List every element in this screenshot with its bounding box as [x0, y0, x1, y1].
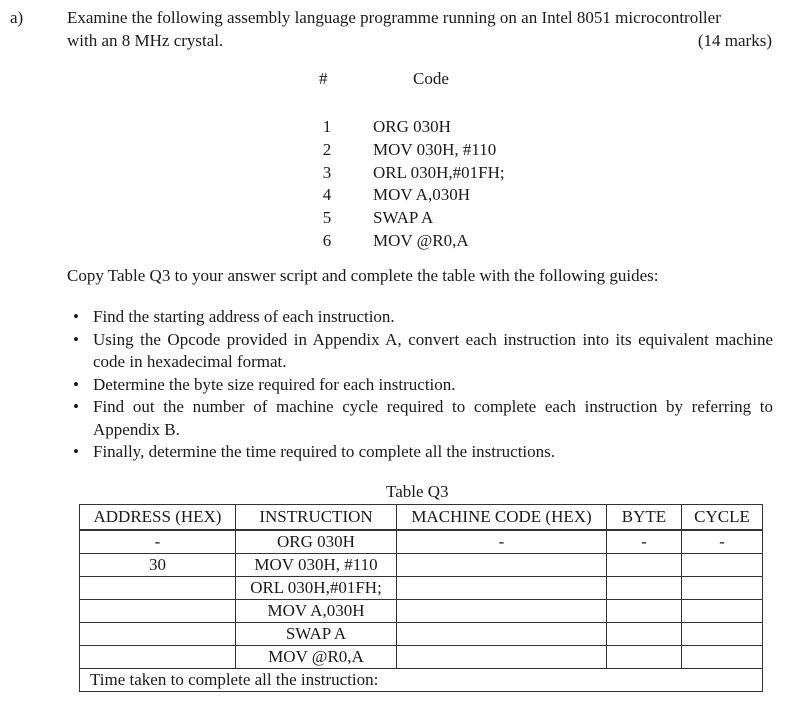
cell-address [80, 623, 236, 646]
table-footer-row [80, 669, 763, 692]
question-label: a) [10, 8, 24, 27]
cell-machine-code: - [397, 530, 607, 554]
cell-byte [607, 600, 682, 623]
question-text-line2: with an 8 MHz crystal. [67, 31, 224, 50]
code-line-number: 6 [322, 231, 332, 250]
table-caption: Table Q3 [386, 482, 449, 501]
table-row [80, 623, 763, 646]
cell-cycle [682, 646, 763, 669]
cell-cycle: - [682, 530, 763, 554]
code-line-number: 4 [322, 185, 332, 204]
cell-byte [607, 577, 682, 600]
guide-item: • Find the starting address of each instruction. [73, 306, 773, 329]
code-line-number: 2 [322, 140, 332, 159]
cell-instruction: MOV 030H, #110 [236, 554, 397, 577]
cell-cycle [682, 600, 763, 623]
table-row [80, 646, 763, 669]
cell-cycle [682, 554, 763, 577]
table-row [80, 530, 763, 554]
code-line-instruction: ORG 030H [373, 117, 451, 136]
code-line-number: 3 [322, 163, 332, 182]
header-machine-code: MACHINE CODE (HEX) [397, 505, 607, 531]
question-marks: (14 marks) [697, 31, 772, 50]
code-line-number: 5 [322, 208, 332, 227]
code-line-instruction: MOV 030H, #110 [373, 140, 497, 159]
code-line-number: 1 [322, 117, 332, 136]
time-taken-label: Time taken to complete all the instruction: [80, 669, 763, 692]
cell-instruction: ORL 030H,#01FH; [236, 577, 397, 600]
header-instruction: INSTRUCTION [236, 505, 397, 531]
cell-machine-code [397, 623, 607, 646]
header-address: ADDRESS (HEX) [80, 505, 236, 531]
code-line-instruction: MOV @R0,A [373, 231, 469, 250]
cell-cycle [682, 577, 763, 600]
cell-cycle [682, 623, 763, 646]
cell-byte [607, 554, 682, 577]
table-header-row [80, 505, 763, 531]
code-line-instruction: MOV A,030H [373, 185, 470, 204]
cell-address [80, 600, 236, 623]
cell-address [80, 646, 236, 669]
instructions-intro: Copy Table Q3 to your answer script and complete the table with the following guides: [67, 266, 659, 285]
guide-item: • Using the Opcode provided in Appendix A, convert each instruction into its equivalent machine code in hexadecimal format. [73, 329, 773, 374]
code-line-instruction: SWAP A [373, 208, 434, 227]
cell-instruction: MOV @R0,A [236, 646, 397, 669]
cell-byte: - [607, 530, 682, 554]
code-header-number: # [319, 69, 328, 88]
guide-item: • Find out the number of machine cycle required to complete each instruction by referring to Appendix B. [73, 396, 773, 441]
table-row [80, 554, 763, 577]
question-text-line1: Examine the following assembly language programme running on an Intel 8051 microcontroller [67, 8, 721, 27]
table-row [80, 600, 763, 623]
table-row [80, 577, 763, 600]
cell-byte [607, 646, 682, 669]
cell-address [80, 577, 236, 600]
cell-instruction: ORG 030H [236, 530, 397, 554]
table-q3 [79, 504, 763, 692]
header-byte: BYTE [607, 505, 682, 531]
code-line-instruction: ORL 030H,#01FH; [373, 163, 505, 182]
cell-instruction: MOV A,030H [236, 600, 397, 623]
cell-address: - [80, 530, 236, 554]
guide-item: • Determine the byte size required for each instruction. [73, 374, 773, 397]
cell-machine-code [397, 646, 607, 669]
guide-list [73, 306, 773, 464]
cell-address: 30 [80, 554, 236, 577]
cell-instruction: SWAP A [236, 623, 397, 646]
cell-byte [607, 623, 682, 646]
cell-machine-code [397, 554, 607, 577]
guide-item: • Finally, determine the time required to complete all the instructions. [73, 441, 773, 464]
code-header-code: Code [413, 69, 449, 88]
cell-machine-code [397, 577, 607, 600]
header-cycle: CYCLE [682, 505, 763, 531]
cell-machine-code [397, 600, 607, 623]
